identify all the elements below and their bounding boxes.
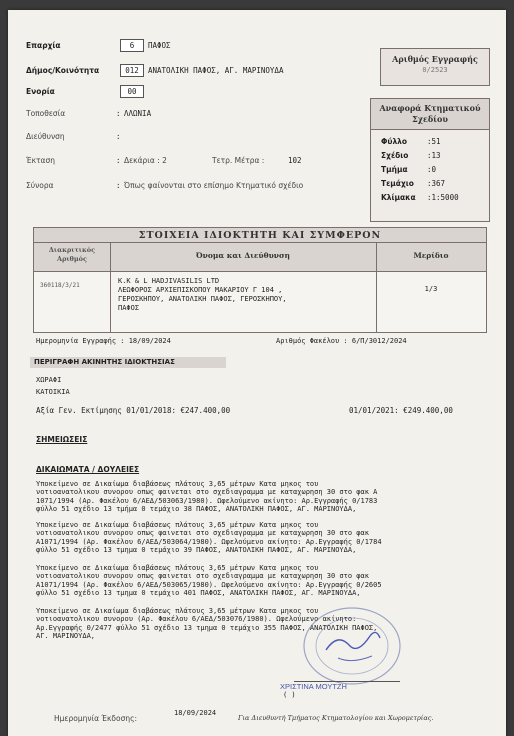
right-2-line-4: φύλλο 51 σχέδιο 13 τμημα 0 τεμάχιο 39 ΠΑΦΟΣ, ΑΝΑΤΟΛΙΚΗ ΠΑΦΟΣ, ΑΓ. ΜΑΡΙΝΟΥΔΑ,: [36, 545, 357, 554]
owner-name: K.K & L HADJIVASILIS LTD: [118, 277, 220, 285]
issue-date-value: 18/09/2024: [174, 709, 217, 717]
cad-klimaka-value: :1:5000: [427, 193, 459, 202]
right-3-line-4: φύλλο 51 σχέδιο 13 τμημα 0 τεμάχιο 401 ΠΑΦΟΣ, ΑΝΑΤΟΛΙΚΗ ΠΑΦΟΣ, ΑΓ. ΜΑΡΙΝΟΥΔΑ,: [36, 588, 361, 597]
right-4-line-1: Υποκείμενο σε Δικαίωμα διαβάσεως πλάτους 3,65 μέτρων Κατα μηκος του: [36, 607, 319, 615]
right-3-line-2: νοτιοανατολικου συνορου οπως φαινεται στο σχεδιαγραμμα με καταχωρηση 30 στο φακ: [36, 572, 369, 581]
owners-col2-header: Όνομα και Διεύθυνση: [196, 251, 290, 260]
registration-date: Ημερομηνία Εγγραφής : 18/09/2024: [36, 337, 171, 345]
right-1-line-1: Υποκείμενο σε Δικαίωμα διαβάσεως πλάτους 3,65 μέτρων Κατα μηκος του: [36, 480, 319, 488]
file-number: Αριθμός Φακέλου : 6/Π/3012/2024: [276, 337, 407, 345]
owners-table: [33, 227, 487, 333]
owners-col1-l1: Διακριτικός: [48, 246, 96, 254]
dieythynsi-label: Διεύθυνση: [26, 132, 65, 141]
right-4-line-4: ΑΓ. ΜΑΡΙΝΟΥΔΑ,: [36, 631, 96, 640]
cad-temaxio-label: Τεμάχιο: [381, 179, 414, 188]
owner-id: 360118/3/21: [40, 282, 80, 289]
eparchia-code-box: 6: [120, 39, 144, 52]
certificate-page: [8, 10, 506, 736]
topothesia-colon: :: [116, 109, 121, 118]
signature-line: [294, 681, 400, 682]
dimos-label: Δήμος/Κοινότητα: [26, 66, 100, 75]
cad-fyllo-label: Φύλλο: [381, 137, 408, 146]
ektasi-label: Έκταση: [26, 156, 55, 165]
right-1-line-3: 1071/1994 (Αρ. Φακέλου 6/ΑΕΔ/503063/1980). Ωφελούμενο ακίνητο: Αρ.Εγγραφής 0/1783: [36, 496, 378, 505]
eparchia-name: ΠΑΦΟΣ: [148, 41, 171, 50]
cad-tmima-value: :0: [427, 165, 437, 174]
owner-addr-1: ΛΕΩΦΟΡΟΣ ΑΡΧΙΕΠΙΣΚΟΠΟΥ ΜΑΚΑΡΙΟΥ Γ 104 ,: [118, 286, 283, 294]
valuation-2018: Αξία Γεν. Εκτίμησης 01/01/2018: €247.400,00: [36, 406, 231, 415]
cad-sxedio-value: :13: [427, 151, 441, 160]
enoria-label: Ενορία: [26, 87, 55, 96]
owner-share: 1/3: [424, 285, 438, 293]
tetr-value: 102: [288, 156, 302, 165]
rights-title: ΔΙΚΑΙΩΜΑΤΑ / ΔΟΥΛΕΙΕΣ: [36, 465, 140, 474]
owners-col3-header: Μερίδιο: [413, 251, 449, 260]
cad-temaxio-value: :367: [427, 179, 446, 188]
ektasi-colon: :: [116, 156, 121, 165]
synora-colon: :: [116, 181, 121, 190]
enoria-code-box: 00: [120, 85, 144, 98]
registration-number: 0/2523: [422, 66, 448, 74]
right-2-line-2: νοτιοανατολικου συνορου οπως φαινεται στο σχεδιαγραμμα με καταχωρηση 30 στο φακ: [36, 529, 369, 538]
owner-addr-3: ΠΑΦΟΣ: [118, 304, 140, 312]
cadastral-title-2: Σχεδίου: [412, 114, 448, 124]
description-line-2: ΚΑΤΟΙΚΙΑ: [36, 388, 70, 396]
right-2-line-1: Υποκείμενο σε Δικαίωμα διαβάσεως πλάτους 3,65 μέτρων Κατα μηκος του: [36, 521, 319, 529]
cad-tmima-label: Τμήμα: [381, 165, 408, 174]
synora-label: Σύνορα: [26, 181, 54, 190]
valuation-2021: 01/01/2021: €249.400,00: [349, 406, 453, 415]
cadastral-title-1: Αναφορά Κτηματικού: [379, 103, 481, 113]
right-4-line-2: νοτιοανατολικου συνορου (Αρ. Φακέλου 6/ΑΕΔ/503076/1980). Ωφελούμενο ακίνητο:: [36, 615, 357, 624]
owners-title: ΣΤΟΙΧΕΙΑ ΙΔΙΟΚΤΗΤΗ ΚΑΙ ΣΥΜΦΕΡΟΝ: [138, 230, 382, 241]
authority-text: Για Διευθυντή Τμήματος Κτηματολογίου και Χωρομετρίας.: [238, 714, 434, 722]
registration-box: [380, 48, 490, 86]
dieythynsi-colon: :: [116, 132, 121, 141]
tetr-label: Τετρ. Μέτρα :: [212, 156, 265, 165]
dimos-name: ΑΝΑΤΟΛΙΚΗ ΠΑΦΟΣ, ΑΓ. ΜΑΡΙΝΟΥΔΑ: [148, 66, 284, 75]
stamp-name: ΧΡΙΣΤΙΝΑ ΜΟΥΤΖΗ: [280, 682, 347, 691]
right-3-line-3: Α1071/1994 (Αρ. Φακέλου 6/ΑΕΔ/503065/1980). Ωφελούμενο ακίνητο: Αρ.Εγγραφής 0/2605: [36, 580, 382, 589]
cad-sxedio-label: Σχέδιο: [381, 151, 409, 160]
ektasi-value: Δεκάρια : 2: [124, 156, 167, 165]
description-line-1: ΧΩΡΑΦΙ: [36, 376, 62, 384]
right-3-line-1: Υποκείμενο σε Δικαίωμα διαβάσεως πλάτους 3,65 μέτρων Κατα μηκος του: [36, 564, 319, 572]
owner-addr-2: ΓΕΡΟΣΚΗΠΟΥ, ΑΝΑΤΟΛΙΚΗ ΠΑΦΟΣ, ΓΕΡΟΣΚΗΠΟΥ,: [118, 295, 287, 303]
cadastral-box: [370, 98, 490, 222]
cad-klimaka-label: Κλίμακα: [381, 193, 416, 202]
notes-title: ΣΗΜΕΙΩΣΕΙΣ: [36, 435, 88, 444]
description-title: ΠΕΡΙΓΡΑΦΗ ΑΚΙΝΗΤΗΣ ΙΔΙΟΚΤΗΣΙΑΣ: [34, 358, 175, 366]
issue-date-label: Ημερομηνία Έκδοσης:: [54, 714, 138, 723]
right-1-line-2: νοτιοανατολικου συνορου οπως φαινεται στο σχεδιαγραμμα με καταχωρηση 30 στο φακ Α: [36, 488, 378, 497]
stamp-parentheses: ( ): [283, 691, 296, 699]
eparchia-label: Επαρχία: [26, 41, 61, 50]
right-4-line-3: Αρ.Εγγραφής 0/2477 φύλλο 51 σχέδιο 13 τμημα 0 τεμάχιο 355 ΠΑΦΟΣ, ΑΝΑΤΟΛΙΚΗ ΠΑΦΟΣ,: [36, 623, 378, 632]
right-1-line-4: φύλλο 51 σχέδιο 13 τμήμα 0 τεμάχιο 38 ΠΑΦΟΣ, ΑΝΑΤΟΛΙΚΗ ΠΑΦΟΣ, ΑΓ. ΜΑΡΙΝΟΥΔΑ,: [36, 504, 357, 513]
synora-value: Όπως φαίνονται στο επίσημο Κτηματικό σχέδιο: [124, 181, 304, 190]
dimos-code-box: 012: [120, 64, 144, 77]
official-stamp: [298, 602, 406, 688]
owners-col1-l2: Αριθμός: [57, 255, 87, 263]
cad-fyllo-value: :51: [427, 137, 441, 146]
topothesia-value: ΛΛΩΝΙΑ: [124, 109, 152, 118]
registration-title: Αριθμός Εγγραφής: [392, 54, 478, 64]
right-2-line-3: Α1071/1994 (Αρ. Φακέλου 6/ΑΕΔ/503064/1980). Ωφελούμενο ακίνητο: Αρ.Εγγραφής 0/1784: [36, 537, 382, 546]
topothesia-label: Τοποθεσία: [26, 109, 66, 118]
